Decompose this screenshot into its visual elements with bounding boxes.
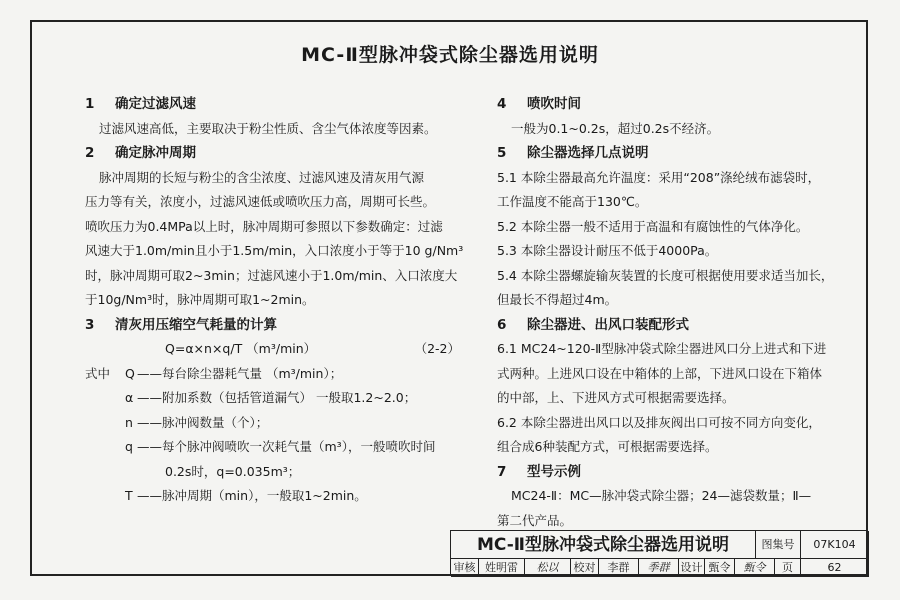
page-number: 62 [801, 559, 869, 577]
section-6-line: 6.2 本除尘器进出风口以及排灰阀出口可按不同方向变化， [497, 414, 821, 430]
section-2-line: 压力等有关，浓度小，过滤风速低或喷吹压力高，周期可长些。 [85, 194, 436, 209]
section-5-line: 工作温度不能高于130℃。 [497, 194, 648, 209]
section-2-heading: 2 确定脉冲周期 [85, 145, 196, 161]
section-7-line: 第二代产品。 [497, 512, 573, 528]
section-6-heading: 6 除尘器进、出风口装配形式 [497, 316, 689, 333]
where-label: 式中 [85, 365, 111, 381]
design-label: 设计 [679, 559, 705, 577]
designer-signature: 甄令 [735, 559, 775, 577]
section-6-line: 式两种。上进风口设在中箱体的上部，下进风口设在下箱体 [497, 365, 823, 381]
section-3-heading: 3 清灰用压缩空气耗量的计算 [85, 316, 277, 333]
right-column [497, 92, 834, 533]
formula-number: （2-2） [414, 341, 460, 356]
section-2-line: 喷吹压力为0.4MPa以上时，脉冲周期可参照以下参数确定：过滤 [85, 218, 443, 234]
section-1-text: 过滤风速高低，主要取决于粉尘性质、含尘气体浓度等因素。 [99, 120, 437, 136]
symbol-row: 0.2s时，q=0.035m³； [165, 463, 301, 479]
reviewer-signature: 松以 [525, 559, 571, 577]
section-5-heading: 5 除尘器选择几点说明 [497, 145, 649, 161]
atlas-number: 07K104 [801, 531, 869, 559]
title-block [450, 530, 868, 576]
left-column [85, 92, 464, 509]
section-7-heading: 7 型号示例 [497, 463, 581, 480]
atlas-label: 图集号 [756, 531, 801, 559]
section-5-line: 5.4 本除尘器螺旋输灰装置的长度可根据使用要求适当加长， [497, 267, 834, 283]
check-label: 校对 [571, 559, 599, 577]
page-label: 页 [775, 559, 801, 577]
title-block-title: MC-Ⅱ型脉冲袋式除尘器选用说明 [451, 531, 756, 559]
symbol-row: T ——脉冲周期（min），一般取1~2min。 [125, 488, 367, 503]
reviewer-name: 姓明雷 [479, 559, 525, 577]
page-title: MC-Ⅱ型脉冲袋式除尘器选用说明 [301, 44, 599, 66]
section-5-line: 5.1 本除尘器最高允许温度：采用“208”涤纶绒布滤袋时， [497, 169, 821, 185]
checker-signature: 季群 [639, 559, 679, 577]
symbol-row: 式中 Q ——每台除尘器耗气量 （m³/min）； [85, 362, 460, 387]
section-2-line: 时，脉冲周期可取2~3min；过滤风速小于1.0m/min、入口浓度大 [85, 267, 458, 283]
symbol-row: n ——脉冲阀数量（个）； [125, 414, 269, 430]
section-1-heading: 1 确定过滤风速 [85, 96, 196, 112]
section-5-line: 5.2 本除尘器一般不适用于高温和有腐蚀性的气体净化。 [497, 218, 809, 234]
symbol-row: q ——每个脉冲阀喷吹一次耗气量（m³），一般喷吹时间 [125, 439, 436, 454]
section-5-line: 5.3 本除尘器设计耐压不低于4000Pa。 [497, 243, 718, 258]
section-5-line: 但最长不得超过4m。 [497, 292, 618, 307]
section-4-heading: 4 喷吹时间 [497, 96, 581, 112]
formula: Q=α×n×q/T （m³/min） [165, 341, 317, 356]
section-7-line: MC24-Ⅱ：MC—脉冲袋式除尘器；24—滤袋数量；Ⅱ— [511, 488, 812, 503]
review-label: 审核 [451, 559, 479, 577]
section-6-line: 6.1 MC24~120-Ⅱ型脉冲袋式除尘器进风口分上进式和下进 [497, 341, 827, 356]
designer-name: 甄令 [705, 559, 735, 577]
section-2-line: 于10g/Nm³时，脉冲周期可取1~2min。 [85, 292, 315, 307]
formula-row [85, 337, 460, 362]
section-6-line: 的中部，上、下进风方式可根据需要选择。 [497, 390, 735, 405]
section-2-line: 脉冲周期的长短与粉尘的含尘浓度、过滤风速及清灰用气源 [99, 169, 425, 185]
section-2-line: 风速大于1.0m/min且小于1.5m/min，入口浓度小于等于10 g/Nm³ [85, 243, 464, 258]
checker-name: 李群 [599, 559, 639, 577]
section-4-text: 一般为0.1~0.2s，超过0.2s不经济。 [511, 120, 720, 136]
section-6-line: 组合成6种装配方式，可根据需要选择。 [497, 439, 718, 454]
symbol-row: α ——附加系数（包括管道漏气） 一般取1.2~2.0； [125, 390, 417, 405]
